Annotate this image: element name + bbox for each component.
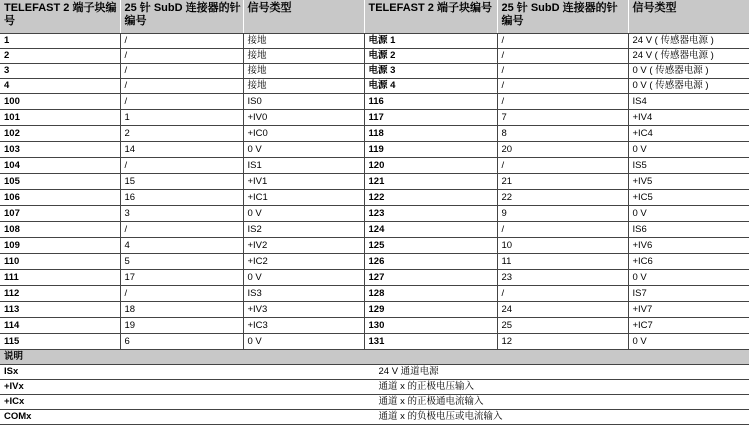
signal-type-cell-2: 0 V ( 传感器电源 ) — [628, 79, 749, 94]
signal-type-cell: IS3 — [243, 286, 364, 302]
terminal-cell-2: 125 — [364, 238, 497, 254]
legend-row — [0, 365, 749, 380]
subd-pin-cell: 17 — [120, 270, 243, 286]
signal-type-cell: IS0 — [243, 94, 364, 110]
terminal-cell-2: 117 — [364, 110, 497, 126]
table-row — [0, 142, 749, 158]
signal-type-cell: +IC1 — [243, 190, 364, 206]
subd-pin-cell-2: 7 — [497, 110, 628, 126]
terminal-cell-2: 127 — [364, 270, 497, 286]
subd-pin-cell: / — [120, 79, 243, 94]
signal-type-cell: +IC0 — [243, 126, 364, 142]
legend-row — [0, 410, 749, 425]
signal-type-cell-2: +IV5 — [628, 174, 749, 190]
table-row — [0, 334, 749, 350]
legend-description: 通道 x 的正极通电流输入 — [375, 395, 749, 410]
terminal-cell-2: 119 — [364, 142, 497, 158]
subd-pin-cell-2: / — [497, 79, 628, 94]
terminal-cell-2: 122 — [364, 190, 497, 206]
signal-type-cell-2: +IC4 — [628, 126, 749, 142]
header-subd-pin: 25 针 SubD 连接器的针编号 — [120, 0, 243, 34]
terminal-cell: 4 — [0, 79, 120, 94]
terminal-cell-2: 124 — [364, 222, 497, 238]
table-row — [0, 318, 749, 334]
signal-type-cell-2: 0 V — [628, 206, 749, 222]
subd-pin-cell-2: / — [497, 64, 628, 79]
terminal-cell-2: 118 — [364, 126, 497, 142]
signal-type-cell-2: +IC5 — [628, 190, 749, 206]
signal-type-cell-2: 24 V ( 传感器电源 ) — [628, 34, 749, 49]
terminal-cell-2: 130 — [364, 318, 497, 334]
terminal-cell-2: 128 — [364, 286, 497, 302]
subd-pin-cell-2: 22 — [497, 190, 628, 206]
terminal-cell: 112 — [0, 286, 120, 302]
signal-type-cell-2: 0 V — [628, 334, 749, 350]
header-signal-type-2: 信号类型 — [628, 0, 749, 34]
signal-type-cell: 接地 — [243, 49, 364, 64]
subd-pin-cell: 16 — [120, 190, 243, 206]
table-row — [0, 222, 749, 238]
terminal-cell: 109 — [0, 238, 120, 254]
subd-pin-cell: / — [120, 286, 243, 302]
subd-pin-cell: 1 — [120, 110, 243, 126]
signal-type-cell: 0 V — [243, 334, 364, 350]
signal-type-cell-2: 0 V — [628, 270, 749, 286]
subd-pin-cell-2: 8 — [497, 126, 628, 142]
signal-type-cell: 0 V — [243, 206, 364, 222]
subd-pin-cell: / — [120, 34, 243, 49]
legend-key: ISx — [0, 365, 375, 380]
signal-type-cell-2: 24 V ( 传感器电源 ) — [628, 49, 749, 64]
table-row — [0, 126, 749, 142]
legend-body — [0, 365, 749, 425]
subd-pin-cell-2: / — [497, 286, 628, 302]
legend-row — [0, 395, 749, 410]
subd-pin-cell-2: / — [497, 158, 628, 174]
table-row — [0, 110, 749, 126]
subd-pin-cell-2: / — [497, 49, 628, 64]
signal-type-cell: +IC2 — [243, 254, 364, 270]
terminal-cell-2: 121 — [364, 174, 497, 190]
subd-pin-cell-2: 21 — [497, 174, 628, 190]
terminal-cell: 114 — [0, 318, 120, 334]
table-row — [0, 190, 749, 206]
subd-pin-cell: 5 — [120, 254, 243, 270]
signal-type-cell: 接地 — [243, 34, 364, 49]
legend-title: 说明 — [0, 350, 749, 365]
signal-type-cell-2: +IV6 — [628, 238, 749, 254]
legend-description: 24 V 通道电源 — [375, 365, 749, 380]
subd-pin-cell-2: 11 — [497, 254, 628, 270]
table-row — [0, 238, 749, 254]
terminal-cell: 115 — [0, 334, 120, 350]
subd-pin-cell-2: 23 — [497, 270, 628, 286]
subd-pin-cell: / — [120, 158, 243, 174]
signal-type-cell: +IV2 — [243, 238, 364, 254]
legend-header-row — [0, 350, 749, 365]
terminal-cell: 103 — [0, 142, 120, 158]
header-terminal-block-2: TELEFAST 2 端子块编号 — [364, 0, 497, 34]
signal-type-cell-2: 0 V ( 传感器电源 ) — [628, 64, 749, 79]
table-row — [0, 64, 749, 79]
table-row — [0, 79, 749, 94]
signal-type-cell: +IC3 — [243, 318, 364, 334]
subd-pin-cell: / — [120, 94, 243, 110]
terminal-cell-2: 电源 4 — [364, 79, 497, 94]
terminal-cell: 3 — [0, 64, 120, 79]
table-row — [0, 286, 749, 302]
signal-type-cell: IS1 — [243, 158, 364, 174]
terminal-cell: 108 — [0, 222, 120, 238]
signal-type-cell-2: +IV4 — [628, 110, 749, 126]
table-row — [0, 206, 749, 222]
signal-type-cell: +IV0 — [243, 110, 364, 126]
table-row — [0, 34, 749, 49]
legend-description: 通道 x 的负极电压或电流输入 — [375, 410, 749, 425]
signal-type-cell: 0 V — [243, 142, 364, 158]
signal-type-cell-2: IS6 — [628, 222, 749, 238]
terminal-cell-2: 129 — [364, 302, 497, 318]
signal-type-cell-2: +IC6 — [628, 254, 749, 270]
terminal-cell-2: 131 — [364, 334, 497, 350]
table-header-row — [0, 0, 749, 34]
table-row — [0, 302, 749, 318]
terminal-cell-2: 116 — [364, 94, 497, 110]
legend-table — [0, 350, 749, 425]
signal-type-cell: 接地 — [243, 64, 364, 79]
table-row — [0, 49, 749, 64]
subd-pin-cell: / — [120, 222, 243, 238]
table-row — [0, 270, 749, 286]
subd-pin-cell: 3 — [120, 206, 243, 222]
subd-pin-cell: 4 — [120, 238, 243, 254]
terminal-cell: 104 — [0, 158, 120, 174]
terminal-cell-2: 电源 2 — [364, 49, 497, 64]
subd-pin-cell: 15 — [120, 174, 243, 190]
subd-pin-cell: 2 — [120, 126, 243, 142]
terminal-cell: 105 — [0, 174, 120, 190]
legend-description: 通道 x 的正极电压输入 — [375, 380, 749, 395]
signal-type-cell-2: IS7 — [628, 286, 749, 302]
signal-type-cell: IS2 — [243, 222, 364, 238]
table-body — [0, 34, 749, 350]
signal-type-cell-2: +IV7 — [628, 302, 749, 318]
signal-type-cell: +IV1 — [243, 174, 364, 190]
terminal-cell-2: 电源 3 — [364, 64, 497, 79]
terminal-cell: 106 — [0, 190, 120, 206]
subd-pin-cell-2: 10 — [497, 238, 628, 254]
legend-key: COMx — [0, 410, 375, 425]
terminal-cell: 100 — [0, 94, 120, 110]
signal-type-cell-2: IS4 — [628, 94, 749, 110]
legend-row — [0, 380, 749, 395]
subd-pin-cell-2: / — [497, 34, 628, 49]
subd-pin-cell: 18 — [120, 302, 243, 318]
table-row — [0, 254, 749, 270]
table-row — [0, 158, 749, 174]
subd-pin-cell-2: 20 — [497, 142, 628, 158]
subd-pin-cell: 6 — [120, 334, 243, 350]
subd-pin-cell: / — [120, 49, 243, 64]
terminal-cell-2: 120 — [364, 158, 497, 174]
terminal-cell-2: 123 — [364, 206, 497, 222]
terminal-cell-2: 126 — [364, 254, 497, 270]
terminal-cell: 107 — [0, 206, 120, 222]
subd-pin-cell: 14 — [120, 142, 243, 158]
subd-pin-cell-2: 12 — [497, 334, 628, 350]
signal-type-cell-2: IS5 — [628, 158, 749, 174]
signal-type-cell-2: +IC7 — [628, 318, 749, 334]
subd-pin-cell-2: / — [497, 94, 628, 110]
signal-type-cell-2: 0 V — [628, 142, 749, 158]
signal-type-cell: +IV3 — [243, 302, 364, 318]
table-row — [0, 94, 749, 110]
terminal-cell: 110 — [0, 254, 120, 270]
terminal-cell: 102 — [0, 126, 120, 142]
header-signal-type: 信号类型 — [243, 0, 364, 34]
signal-type-cell: 接地 — [243, 79, 364, 94]
terminal-cell-2: 电源 1 — [364, 34, 497, 49]
subd-pin-cell: / — [120, 64, 243, 79]
terminal-cell: 101 — [0, 110, 120, 126]
terminal-cell: 111 — [0, 270, 120, 286]
subd-pin-cell-2: / — [497, 222, 628, 238]
subd-pin-cell-2: 25 — [497, 318, 628, 334]
table-row — [0, 174, 749, 190]
subd-pin-cell-2: 9 — [497, 206, 628, 222]
legend-key: +ICx — [0, 395, 375, 410]
legend-key: +IVx — [0, 380, 375, 395]
header-terminal-block: TELEFAST 2 端子块编号 — [0, 0, 120, 34]
subd-pin-cell-2: 24 — [497, 302, 628, 318]
header-subd-pin-2: 25 针 SubD 连接器的针编号 — [497, 0, 628, 34]
terminal-cell: 2 — [0, 49, 120, 64]
terminal-cell: 113 — [0, 302, 120, 318]
terminal-cell: 1 — [0, 34, 120, 49]
signal-type-cell: 0 V — [243, 270, 364, 286]
subd-pin-cell: 19 — [120, 318, 243, 334]
